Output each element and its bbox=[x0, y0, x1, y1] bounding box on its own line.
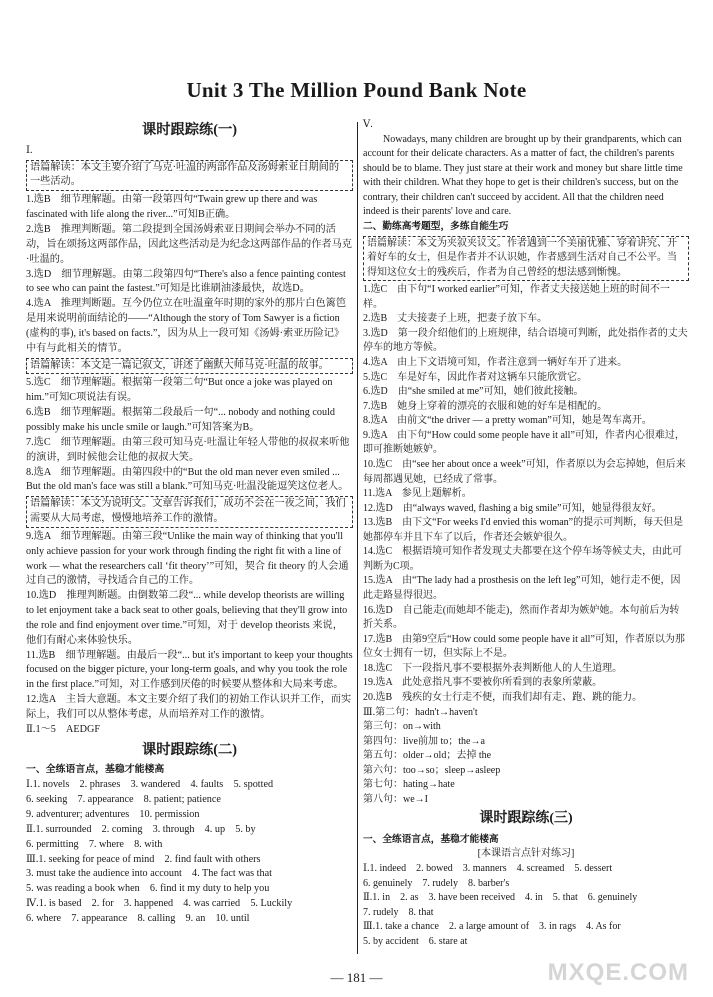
section-heading: 课时跟踪练(二) bbox=[141, 741, 238, 758]
answer-line: 2.选B 丈夫接妻子上班，把妻子放下车。 bbox=[363, 313, 548, 325]
practice-note: [本课语言点针对练习] bbox=[477, 848, 575, 860]
answer-line: 7.选C 细节理解题。由第三段可知马克·吐温让年轻人带他的叔叔来听他的演讲，到时候他会让他的叔叔大笑。 bbox=[26, 436, 350, 463]
answer-line: 2.选B 推理判断题。第二段提到全国汤姆索亚日期间会举办不同的活动，旨在颂扬这两部作品，因此这些活动是为纪念这两部作品的作者马克·吐温的。 bbox=[26, 224, 352, 265]
answer-line: 7.选B 她身上穿着的漂亮的衣服和她的好车是相配的。 bbox=[363, 400, 608, 412]
page-number: — 181 — bbox=[330, 970, 383, 985]
answer-line: 5. was reading a book when 6. find it my duty to help you bbox=[26, 883, 270, 895]
answer-line: Ⅰ.1. novels 2. phrases 3. wandered 4. faults 5. spotted bbox=[26, 779, 274, 791]
answer-line: 20.选B 残疾的女士行走不便，而我们却有走、跑、跳的能力。 bbox=[363, 691, 643, 703]
left-column bbox=[26, 118, 353, 927]
answer-line: 3. must take the audience into account 4. The fact was that bbox=[26, 868, 272, 880]
answer-line: 9.选A 细节理解题。由第三段“Unlike the main way of thinking that you'll only achieve passion for your work through finding the right fit with a line of work — what the researchers call ‘fit theory’”可知，契合 fit theory 的人会通过自己的激情，寻找适合自己的工作。 bbox=[26, 530, 349, 587]
answer-line: 7. rudely 8. that bbox=[363, 906, 434, 918]
answer-line: 6. genuinely 7. rudely 8. barber's bbox=[363, 877, 510, 889]
answer-line: 6.选B 细节理解题。根据第二段最后一句“... nobody and nothing could possibly make his uncle smile or laugh.”可知答案为B。 bbox=[26, 407, 336, 433]
passage-summary-box: 语篇解读：本文是一篇记叙文，讲述了幽默大师马克·吐温的故事。 bbox=[26, 358, 353, 375]
answer-line: 9. adventurer; adventures 10. permission bbox=[26, 809, 200, 820]
answer-line: 6. where 7. appearance 8. calling 9. an 10. until bbox=[26, 912, 250, 924]
subsection-heading: 一、全练语言点，基稳才能楼高 bbox=[363, 833, 499, 845]
watermark-text: MXQE.COM bbox=[547, 959, 689, 986]
answer-line: 6. seeking 7. appearance 8. patient; patience bbox=[26, 794, 221, 806]
answer-line: 16.选D 自己能走(而她却不能走)，然而作者却为嫉妒她。本句前后为转折关系。 bbox=[363, 604, 680, 631]
answer-line: 第六句：too→so；sleep→asleep bbox=[363, 764, 501, 776]
answer-line: Ⅲ.第二句：hadn't→haven't bbox=[363, 706, 478, 718]
answer-line: 1.选B 细节理解题。由第一段第四句“Twain grew up there and was fascinated with life along the river...”可知B正确。 bbox=[26, 194, 318, 221]
right-column bbox=[363, 118, 689, 949]
section-heading: 课时跟踪练(三) bbox=[479, 811, 573, 827]
answer-line: 19.选A 此处意指凡事不要被你所看到的表象所蒙蔽。 bbox=[363, 677, 603, 689]
answer-line: Ⅱ.1. in 2. as 3. have been received 4. in 5. that 6. genuinely bbox=[363, 892, 638, 904]
answer-line: Ⅳ.1. is based 2. for 3. happened 4. was carried 5. Luckily bbox=[26, 898, 293, 910]
answer-line: 第五句：older→old；去掉 the bbox=[363, 750, 492, 762]
answer-line: 9.选A 由下句“How could some people have it all”可知，作者内心很难过，即可推断她嫉妒。 bbox=[363, 429, 685, 456]
answer-line: 11.选A 参见上题解析。 bbox=[363, 488, 472, 500]
page-title: Unit 3 The Million Pound Bank Note bbox=[186, 78, 527, 102]
passage-summary-box: 语篇解读：本文主要介绍了马克·吐温的两部作品及汤姆索亚日期间的一些活动。 bbox=[26, 160, 353, 192]
answer-line: 8.选A 由前文“the driver — a pretty woman”可知，她是驾车离开。 bbox=[363, 415, 652, 427]
answer-line: Ⅰ.1. indeed 2. bowed 3. manners 4. screamed 5. dessert bbox=[363, 862, 613, 874]
answer-line: 14.选C 根据语境可知作者发现丈夫都要在这个停车场等候丈夫，由此可判断为C项。 bbox=[363, 546, 683, 572]
answer-line: Ⅲ.1. take a chance 2. a large amount of 3. in rags 4. As for bbox=[363, 921, 621, 933]
answer-line: 第七句：hating→hate bbox=[363, 779, 455, 791]
answer-line: Ⅰ. bbox=[26, 144, 33, 156]
answer-line: 12.选D 由“always waved, flashing a big smile”可知，她显得很友好。 bbox=[363, 502, 662, 514]
subsection-heading: 二、勤练高考题型，多练自能生巧 bbox=[363, 220, 509, 232]
answer-line: Ⅱ.1. surrounded 2. coming 3. through 4. up 5. by bbox=[26, 823, 256, 835]
answer-line: 6. permitting 7. where 8. with bbox=[26, 838, 163, 850]
answer-line: 5.选C 车是好车，因此作者对这辆车只能欣赏它。 bbox=[363, 371, 588, 383]
answer-line: 6.选D 由“she smiled at me”可知，她们彼此接触。 bbox=[363, 386, 584, 398]
answer-line: 8.选A 细节理解题。由第四段中的“But the old man never even smiled ... But the old man's face was still a blank.”可知马克·吐温没能逗笑这位老人。 bbox=[26, 466, 349, 493]
passage-summary-box: 语篇解读：本文为夹叙夹议文。作者遇到一个美丽优雅、穿着讲究、开着好车的女士，但是作者并不认识她，作者感到生活对自己不公平。当得知这位女士的残疾后，作者为自己曾经的想法感到惭愧。 bbox=[363, 236, 689, 282]
answer-line: 第八句：we→I bbox=[363, 793, 428, 805]
answer-line: 10.选C 由“see her about once a week”可知，作者原以为会忘掉她，但后来每周都遇见她，已经成了常事。 bbox=[363, 458, 686, 485]
answer-line: 3.选D 第一段介绍他们的上班规律，结合语境可判断，此处指作者的丈夫停车的地方等候。 bbox=[363, 327, 688, 354]
subsection-heading: 一、全练语言点，基稳才能楼高 bbox=[26, 764, 165, 776]
answer-line: 18.选C 下一段指凡事不要根据外表判断他人的人生道理。 bbox=[363, 662, 623, 674]
passage-summary-box: 语篇解读：本文为说明文。文章告诉我们，成功不会在一夜之间，我们需要从大局考虑，慢慢地培养工作的激情。 bbox=[26, 496, 353, 528]
answer-line: Ⅲ.1. seeking for peace of mind 2. find fault with others bbox=[26, 853, 261, 865]
answer-line: Ⅱ.1～5 AEDGF bbox=[26, 723, 100, 735]
answer-line: 1.选C 由下句“I worked earlier”可知，作者丈夫接送她上班的时间不一样。 bbox=[363, 284, 670, 310]
essay-paragraph: Nowadays, many children are brought up by their grandparents, which can account for their delicate characters. As a matter of fact, the children's parents should be to blame. They just stare at their work and money but share little time with their children. What they hope to get is their children's success, but on the contrary, their children can't succeed by accident. All that the children need indeed is their parents' love and care. bbox=[363, 133, 683, 218]
answer-line: 5. by accident 6. stare at bbox=[363, 935, 468, 947]
column-divider bbox=[357, 122, 358, 954]
answer-line: 第三句：on→with bbox=[363, 721, 441, 733]
answer-line: 3.选D 细节理解题。由第二段第四句“There's also a fence painting contest to see who can paint the fastest.”可知是比谁刷油漆最快，故选D。 bbox=[26, 268, 346, 295]
section-heading: 课时跟踪练(一) bbox=[141, 122, 238, 138]
answer-line: 5.选C 细节理解题。根据第一段第二句“But once a joke was played on him.”可知C项说法有误。 bbox=[26, 377, 333, 404]
answer-line: 11.选B 细节理解题。由最后一段“... but it's important to keep your thoughts focused on the bigger picture, your long-term goals, and why you took the role in the first place.”可知，对工作感到厌倦的时候要从整体和大局来考虑。 bbox=[26, 649, 353, 691]
answer-line: 12.选A 主旨大意题。本文主要介绍了我们的初始工作认识并工作，而实际上，我们可以从整体考虑，从而培养对工作的激情。 bbox=[26, 694, 352, 720]
watermark-logo bbox=[547, 937, 695, 991]
answer-line: 第四句：live前加 to；the→a bbox=[363, 735, 485, 747]
answer-line: 15.选A 由“The lady had a prosthesis on the left leg”可知，她行走不便，因此走路显得很迟。 bbox=[363, 575, 681, 601]
answer-line: 10.选D 推理判断题。由倒数第二段“... while develop theorists are willing to let enjoyment take a back seat to other goals, believing that they'll grow into the role and find enjoyment over time.”可知，对于 develop theorists 来说，他们有耐心来体验快乐。 bbox=[26, 590, 348, 646]
answer-line: 17.选B 由第9空后“How could some people have it all”可知，作者原以为那位女士拥有一切，但实际上不是。 bbox=[363, 633, 685, 660]
answer-line: Ⅴ. bbox=[363, 119, 373, 130]
answer-line: 4.选A 由上下文语境可知，作者注意到一辆好车开了进来。 bbox=[363, 357, 628, 368]
answer-line: 13.选B 由下文“For weeks I'd envied this woman”的提示可判断，每天但是她都停车并且下车了以后，作者还会嫉妒很久。 bbox=[363, 517, 684, 543]
answer-line: 4.选A 推理判断题。互今仍位立在吐温童年时期的家外的那片白色篱笆是用来说明前面结论的——“Although the story of Tom Sawyer is a fiction (虚构的事), it's based on facts.”，因为从上一段可知《汤姆·索亚历险记》中有与此相关的情节。 bbox=[26, 298, 347, 354]
